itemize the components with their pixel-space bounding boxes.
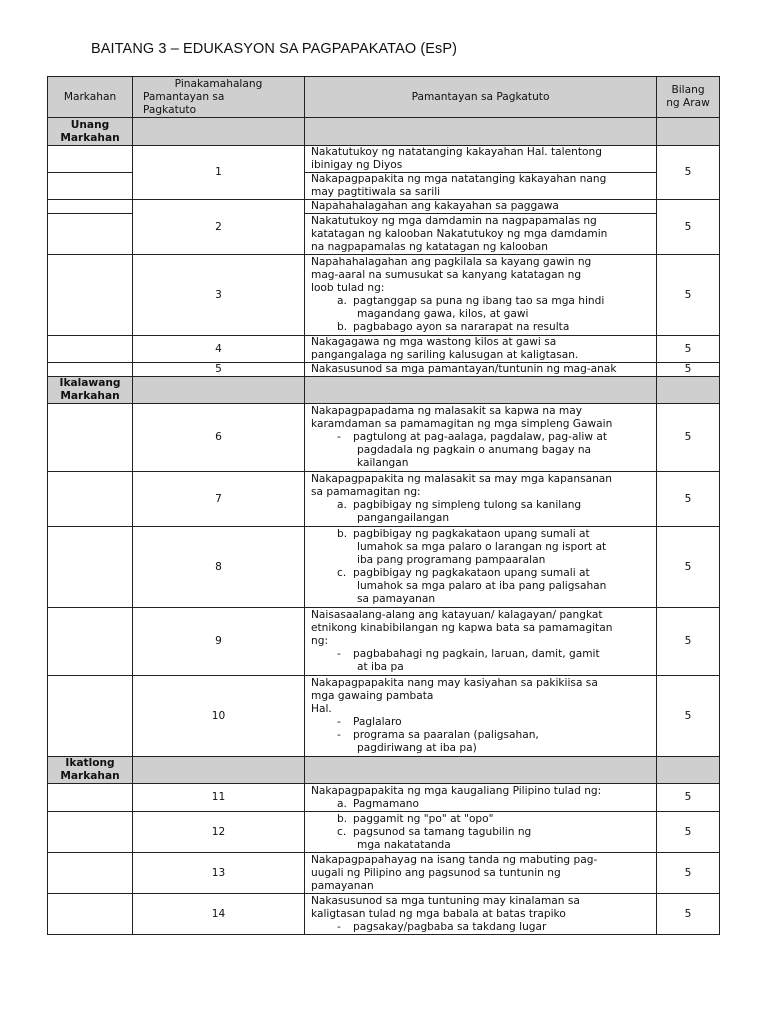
markahan-cell (48, 812, 133, 853)
days-cell: 5 (657, 255, 720, 336)
days-cell: 5 (657, 853, 720, 894)
days-cell: 5 (657, 894, 720, 935)
standard-cell (305, 608, 657, 676)
list-text: at iba pa (357, 661, 404, 673)
table-row (48, 336, 720, 363)
list-marker: b. (337, 321, 348, 333)
list-item (311, 813, 650, 826)
standard-line: mga gawaing pambata (311, 690, 434, 702)
table-row (48, 146, 720, 173)
standard-line: Nakapagpapakita ng mga natatanging kakayahan nang (311, 173, 607, 185)
header-pinakamahalang-line: Pinakamahalang (174, 77, 263, 90)
number-cell: 2 (133, 200, 305, 255)
curriculum-table (47, 76, 720, 935)
days-cell: 5 (657, 200, 720, 255)
markahan-cell (48, 363, 133, 377)
standard-line: ibinigay ng Diyos (311, 159, 403, 171)
list-item (311, 921, 650, 934)
standard-line: ng: (311, 635, 329, 647)
standard-line: etnikong kinabibilangan ng kapwa bata sa pamamagitan (311, 622, 613, 634)
list-marker: - (337, 920, 341, 933)
list-item (311, 295, 650, 308)
standard-line: Napahahalagahan ang kakayahan sa paggawa (311, 200, 559, 212)
standard-cell (305, 472, 657, 527)
shaded-cell (305, 377, 657, 404)
standard-line: loob tulad ng: (311, 282, 385, 294)
list-text: lumahok sa mga palaro o larangan ng isport at (357, 541, 607, 553)
shaded-cell (133, 757, 305, 784)
standard-line: Nakapagpapakita ng malasakit sa may mga kapansanan (311, 473, 613, 485)
standard-cell (305, 527, 657, 608)
list-text: lumahok sa mga palaro at iba pang paligsahan (357, 580, 607, 592)
standard-line: uugali ng Pilipino ang pagsunod sa tuntunin ng (311, 866, 561, 879)
shaded-cell (133, 118, 305, 146)
days-cell: 5 (657, 472, 720, 527)
list-item (311, 499, 650, 512)
standard-line: sa pamamagitan ng: (311, 486, 421, 498)
quarter-row (48, 757, 720, 784)
standard-line: Nakasusunod sa mga pamantayan/tuntunin ng mag-anak (311, 363, 617, 375)
list-marker: a. (337, 797, 347, 810)
shaded-cell (657, 118, 720, 146)
markahan-cell (48, 255, 133, 336)
quarter-label (48, 118, 133, 146)
standard-line: Nakatutukoy ng natatanging kakayahan Hal. talentong (311, 146, 602, 158)
list-text: Pagmamano (353, 797, 419, 810)
standard-line: Nakatutukoy ng mga damdamin na nagpapamalas ng (311, 214, 597, 227)
standard-line: katatagan ng kalooban Nakatutukoy ng mga damdamin (311, 227, 608, 240)
quarter-label-line: Ikalawang (59, 377, 121, 389)
list-text: kailangan (357, 457, 409, 469)
table-row (48, 676, 720, 757)
table-row (48, 255, 720, 336)
list-item (311, 321, 650, 334)
table-row (48, 200, 720, 214)
standard-line: Naisasaalang-alang ang katayuan/ kalagayan/ pangkat (311, 609, 603, 621)
standard-cell (305, 853, 657, 894)
days-cell: 5 (657, 404, 720, 472)
list-text: paggamit ng "po" at "opo" (353, 812, 494, 825)
header-pinakamahalang-line: Pagkatuto (143, 103, 197, 116)
markahan-cell (48, 173, 133, 200)
table-row (48, 853, 720, 894)
table-row (48, 404, 720, 472)
standard-line: Nakapagpapakita nang may kasiyahan sa pakikiisa sa (311, 677, 598, 689)
list-marker: - (337, 716, 341, 728)
quarter-label-line: Markahan (60, 770, 120, 782)
number-cell: 6 (133, 404, 305, 472)
shaded-cell (657, 377, 720, 404)
standard-line: pamayanan (311, 879, 374, 892)
list-text: pagbibigay ng simpleng tulong sa kanilang (353, 499, 582, 511)
shaded-cell (657, 757, 720, 784)
days-cell: 5 (657, 336, 720, 363)
standard-cell (305, 676, 657, 757)
standard-line: Hal. (311, 703, 332, 715)
days-cell: 5 (657, 812, 720, 853)
standard-line: Nakasusunod sa mga tuntuning may kinalaman sa (311, 894, 580, 907)
table-row (48, 812, 720, 853)
list-text: pagbabahagi ng pagkain, laruan, damit, gamit (353, 648, 600, 660)
standard-line: Napahahalagahan ang pagkilala sa kayang gawin ng (311, 256, 592, 268)
markahan-cell (48, 200, 133, 214)
list-text: pagtanggap sa puna ng ibang tao sa mga hindi (353, 295, 605, 307)
days-cell: 5 (657, 146, 720, 200)
table-row (48, 527, 720, 608)
list-item (311, 716, 650, 729)
days-cell: 5 (657, 363, 720, 377)
header-pamantayan: Pamantayan sa Pagkatuto (305, 77, 657, 118)
list-text: Paglalaro (353, 716, 402, 728)
standard-cell (305, 404, 657, 472)
days-cell: 5 (657, 527, 720, 608)
standard-cell (305, 894, 657, 935)
header-markahan: Markahan (48, 77, 133, 118)
shaded-cell (133, 377, 305, 404)
standard-line: Nakapagpapahayag na isang tanda ng mabuting pag- (311, 853, 598, 866)
standard-line: karamdaman sa pamamagitan ng mga simpleng Gawain (311, 418, 613, 430)
standard-line: mag-aaral na sumusukat sa kanyang katatagan ng (311, 269, 582, 281)
table-row (48, 894, 720, 935)
number-cell: 13 (133, 853, 305, 894)
list-text: pagbibigay ng pagkakataon upang sumali at (353, 567, 590, 579)
markahan-cell (48, 608, 133, 676)
standard-cell (305, 784, 657, 812)
quarter-label-line: Unang (70, 118, 110, 131)
header-bilang-line: Bilang (671, 84, 705, 96)
number-cell: 5 (133, 363, 305, 377)
list-marker: - (337, 729, 341, 741)
standard-line: Nakapagpapadama ng malasakit sa kapwa na may (311, 405, 583, 417)
standard-line: Nakapagpapakita ng mga kaugaliang Pilipino tulad ng: (311, 784, 602, 797)
list-text: pagdadala ng pagkain o anumang bagay na (357, 444, 592, 456)
number-cell: 3 (133, 255, 305, 336)
standard-line: kaligtasan tulad ng mga babala at batas trapiko (311, 907, 566, 920)
markahan-cell (48, 472, 133, 527)
list-marker: - (337, 431, 341, 443)
quarter-label-line: Markahan (60, 390, 120, 402)
list-text: pagtulong at pag-aalaga, pagdalaw, pag-aliw at (353, 431, 607, 443)
table-row (48, 608, 720, 676)
quarter-row (48, 377, 720, 404)
header-bilang (657, 77, 720, 118)
list-text: programa sa paaralan (paligsahan, (353, 729, 539, 741)
list-text: pagbibigay ng pagkakataon upang sumali at (353, 528, 590, 540)
header-pinakamahalang (133, 77, 305, 118)
quarter-label (48, 757, 133, 784)
list-text: pangangailangan (357, 512, 450, 524)
markahan-cell (48, 784, 133, 812)
quarter-label (48, 377, 133, 404)
list-marker: c. (337, 567, 347, 579)
number-cell: 11 (133, 784, 305, 812)
header-row (48, 77, 720, 118)
list-item (311, 567, 650, 580)
list-marker: b. (337, 812, 348, 825)
number-cell: 14 (133, 894, 305, 935)
standard-line: na nagpapamalas ng katatagan ng kalooban (311, 240, 548, 253)
quarter-row (48, 118, 720, 146)
list-item (311, 798, 650, 811)
standard-cell (305, 200, 657, 214)
markahan-cell (48, 214, 133, 255)
header-pinakamahalang-line: Pamantayan sa (143, 90, 225, 103)
standard-cell (305, 336, 657, 363)
number-cell: 8 (133, 527, 305, 608)
number-cell: 4 (133, 336, 305, 363)
markahan-cell (48, 676, 133, 757)
header-bilang-line: ng Araw (666, 97, 710, 109)
markahan-cell (48, 336, 133, 363)
number-cell: 10 (133, 676, 305, 757)
standard-cell (305, 255, 657, 336)
list-marker: a. (337, 499, 347, 511)
days-cell: 5 (657, 676, 720, 757)
standard-line: pangangalaga ng sariling kalusugan at kaligtasan. (311, 349, 579, 361)
list-text: pagbabago ayon sa nararapat na resulta (353, 321, 570, 333)
markahan-cell (48, 146, 133, 173)
markahan-cell (48, 894, 133, 935)
list-text: sa pamayanan (357, 593, 436, 605)
quarter-label-line: Markahan (60, 131, 120, 144)
list-marker: - (337, 648, 341, 660)
list-item (311, 826, 650, 839)
list-text: magandang gawa, kilos, at gawi (357, 308, 529, 320)
shaded-cell (305, 118, 657, 146)
number-cell: 12 (133, 812, 305, 853)
list-text: pagsakay/pagbaba sa takdang lugar (353, 920, 547, 933)
list-text: iba pang programang pampaaralan (357, 554, 546, 566)
markahan-cell (48, 853, 133, 894)
standard-cell (305, 812, 657, 853)
list-item (311, 648, 650, 661)
shaded-cell (305, 757, 657, 784)
standard-cell (305, 363, 657, 377)
standard-cell (305, 146, 657, 173)
document-title: BAITANG 3 – EDUKASYON SA PAGPAPAKATAO (EsP) (91, 41, 458, 57)
standard-line: may pagtitiwala sa sarili (311, 186, 441, 198)
list-marker: c. (337, 825, 347, 838)
list-item (311, 431, 650, 444)
list-item (311, 729, 650, 742)
table-row (48, 363, 720, 377)
markahan-cell (48, 527, 133, 608)
standard-line: Nakagagawa ng mga wastong kilos at gawi sa (311, 336, 557, 348)
table-row (48, 472, 720, 527)
standard-cell (305, 214, 657, 255)
table-row (48, 784, 720, 812)
number-cell: 7 (133, 472, 305, 527)
list-text: mga nakatatanda (357, 838, 451, 851)
number-cell: 1 (133, 146, 305, 200)
standard-cell (305, 173, 657, 200)
list-text: pagdiriwang at iba pa) (357, 742, 477, 754)
list-marker: a. (337, 295, 347, 307)
days-cell: 5 (657, 784, 720, 812)
number-cell: 9 (133, 608, 305, 676)
quarter-label-line: Ikatlong (65, 757, 115, 769)
markahan-cell (48, 404, 133, 472)
list-marker: b. (337, 528, 348, 540)
days-cell: 5 (657, 608, 720, 676)
list-item (311, 528, 650, 541)
list-text: pagsunod sa tamang tagubilin ng (353, 825, 532, 838)
